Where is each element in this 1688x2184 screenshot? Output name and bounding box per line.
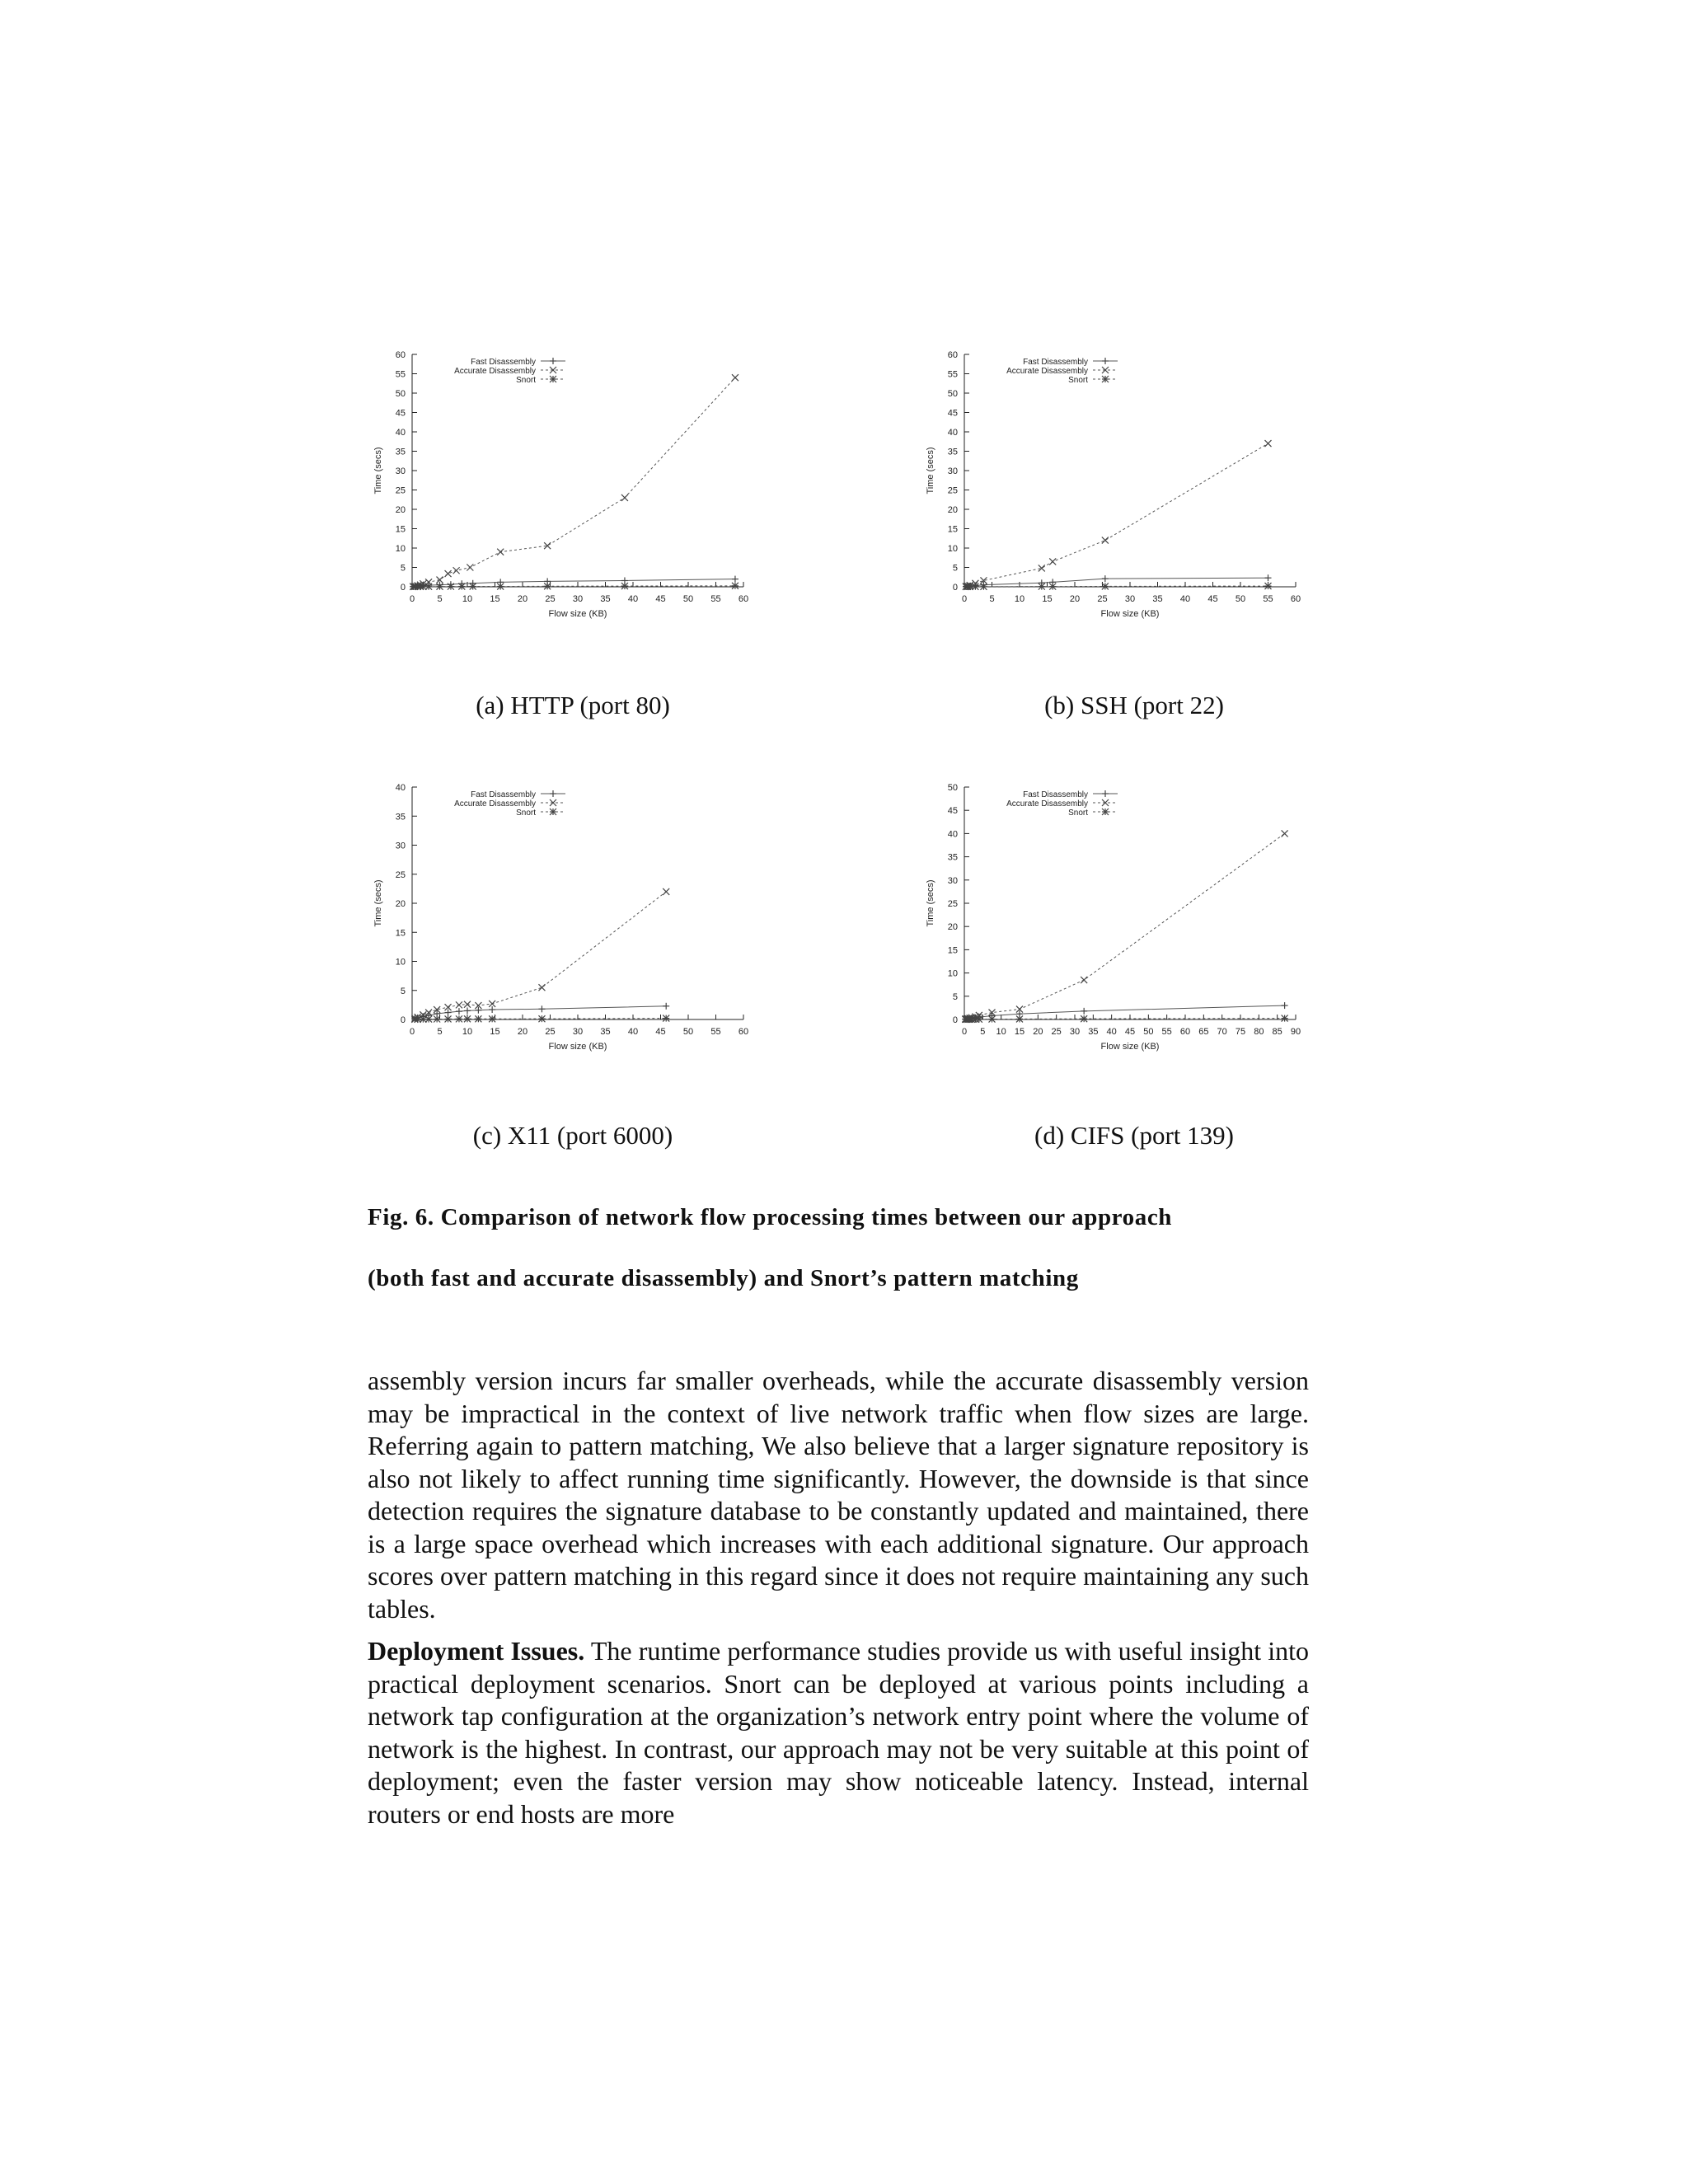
legend-label: Fast Disassembly bbox=[471, 358, 536, 367]
x-tick-label: 0 bbox=[409, 1027, 415, 1037]
subcaption-c: (c) X11 (port 6000) bbox=[472, 1121, 673, 1150]
x-tick-label: 45 bbox=[655, 1027, 666, 1037]
y-tick-label: 5 bbox=[952, 563, 958, 574]
x-tick-label: 25 bbox=[545, 1027, 556, 1037]
data-point bbox=[621, 583, 628, 589]
subcaption-b: (b) SSH (port 22) bbox=[1044, 691, 1224, 719]
data-point bbox=[732, 583, 738, 589]
legend-label: Snort bbox=[1068, 808, 1088, 818]
x-axis-label: Flow size (KB) bbox=[548, 609, 607, 619]
series-line-1 bbox=[415, 1006, 666, 1019]
y-axis-label: Time (secs) bbox=[373, 447, 383, 494]
data-point bbox=[497, 549, 504, 555]
data-point bbox=[425, 1016, 432, 1023]
x-tick-label: 35 bbox=[1088, 1027, 1099, 1037]
paragraph-text: The runtime performance studies provide us with useful insight into practical deployment scenarios. Snort can be deployed at various points including a network tap configuration at the organization’s network entry point where the volume of network is the highest. In contrast, our approach may not be very suitable at this point of deployment; even the faster version may show noticeable latency. Instead, internal routers or end hosts are more bbox=[368, 1636, 1310, 1829]
data-point bbox=[437, 583, 443, 590]
x-tick-label: 75 bbox=[1235, 1027, 1246, 1037]
x-tick-label: 25 bbox=[1051, 1027, 1062, 1037]
legend-label: Accurate Disassembly bbox=[1006, 799, 1088, 808]
x-tick-label: 15 bbox=[1042, 594, 1053, 604]
legend-label: Fast Disassembly bbox=[1023, 358, 1088, 367]
x-tick-label: 30 bbox=[1124, 594, 1136, 604]
legend-label: Fast Disassembly bbox=[1023, 790, 1088, 799]
data-point bbox=[1282, 1002, 1288, 1009]
x-tick-label: 15 bbox=[490, 594, 500, 604]
y-tick-label: 45 bbox=[395, 408, 406, 419]
x-tick-label: 55 bbox=[710, 1027, 721, 1037]
data-point bbox=[458, 583, 465, 590]
y-tick-label: 10 bbox=[395, 544, 406, 554]
data-point bbox=[1102, 583, 1109, 589]
x-tick-label: 50 bbox=[1235, 594, 1246, 604]
x-tick-label: 50 bbox=[1143, 1027, 1154, 1037]
x-tick-label: 25 bbox=[1097, 594, 1108, 604]
x-tick-label: 10 bbox=[462, 594, 473, 604]
x-tick-label: 35 bbox=[1152, 594, 1163, 604]
y-tick-label: 15 bbox=[947, 524, 958, 535]
x-tick-label: 20 bbox=[1069, 594, 1081, 604]
legend-marker bbox=[550, 358, 556, 364]
y-tick-label: 20 bbox=[395, 899, 406, 909]
data-point bbox=[1081, 1008, 1087, 1015]
figure-caption-line-1: Fig. 6. Comparison of network flow processing times between our approach bbox=[368, 1204, 1173, 1230]
y-tick-label: 25 bbox=[947, 485, 958, 496]
y-tick-label: 0 bbox=[952, 583, 958, 593]
y-tick-label: 0 bbox=[400, 583, 406, 593]
x-axis-label: Flow size (KB) bbox=[1100, 609, 1160, 619]
y-tick-label: 60 bbox=[947, 350, 958, 360]
y-tick-label: 0 bbox=[952, 1015, 958, 1025]
x-tick-label: 30 bbox=[572, 1027, 584, 1037]
x-tick-label: 40 bbox=[627, 594, 639, 604]
x-tick-label: 40 bbox=[1106, 1027, 1117, 1037]
series-line-2 bbox=[965, 833, 1284, 1019]
x-tick-label: 10 bbox=[462, 1027, 473, 1037]
subcaption-a: (a) HTTP (port 80) bbox=[476, 691, 670, 719]
y-tick-label: 55 bbox=[395, 369, 406, 380]
x-tick-label: 55 bbox=[1263, 594, 1273, 604]
y-tick-label: 30 bbox=[947, 466, 958, 476]
x-tick-label: 5 bbox=[980, 1027, 986, 1037]
data-point bbox=[732, 576, 738, 583]
paragraph-heading: Deployment Issues. bbox=[368, 1636, 585, 1666]
x-tick-label: 30 bbox=[1069, 1027, 1081, 1037]
y-tick-label: 5 bbox=[400, 563, 406, 574]
y-tick-label: 25 bbox=[947, 899, 958, 909]
x-tick-label: 5 bbox=[989, 594, 995, 604]
y-tick-label: 30 bbox=[395, 466, 406, 476]
x-tick-label: 0 bbox=[961, 1027, 968, 1037]
x-tick-label: 60 bbox=[738, 1027, 749, 1037]
data-point bbox=[456, 1015, 462, 1022]
subcaption-d: (d) CIFS (port 139) bbox=[1034, 1121, 1234, 1150]
y-tick-label: 0 bbox=[400, 1015, 406, 1025]
data-point bbox=[464, 1015, 471, 1022]
data-point bbox=[489, 1001, 495, 1007]
y-tick-label: 15 bbox=[395, 928, 406, 939]
x-axis-label: Flow size (KB) bbox=[1100, 1042, 1160, 1052]
y-axis-label: Time (secs) bbox=[373, 879, 383, 927]
y-tick-label: 55 bbox=[947, 369, 958, 380]
y-tick-label: 35 bbox=[947, 852, 958, 863]
data-point bbox=[544, 583, 551, 589]
y-tick-label: 30 bbox=[947, 875, 958, 886]
x-tick-label: 50 bbox=[682, 1027, 694, 1037]
data-point bbox=[976, 1016, 982, 1023]
legend-label: Accurate Disassembly bbox=[454, 799, 536, 808]
data-point bbox=[464, 1007, 471, 1014]
data-point bbox=[1102, 537, 1109, 544]
data-point bbox=[1049, 558, 1056, 565]
plot-c bbox=[363, 779, 767, 1059]
series-line-2 bbox=[415, 892, 666, 1019]
paragraph: assembly version incurs far smaller overheads, while the accurate disassembly version may be impractical in the context of live network traffic when flow sizes are large. Referring again to pattern matching, We also believe that a larger signature repository is also not likely to affect running time significantly. However, the downside is that since detection requires the signature database to be constantly updated and maintained, there is a large space overhead which increases with each additional signature. Our approach scores over pattern matching in this regard since it does not require maintaining any such tables. bbox=[368, 1366, 1309, 1624]
y-tick-label: 35 bbox=[395, 447, 406, 457]
x-tick-label: 20 bbox=[517, 1027, 528, 1037]
data-point bbox=[1081, 977, 1087, 983]
x-tick-label: 55 bbox=[1161, 1027, 1172, 1037]
y-tick-label: 25 bbox=[395, 485, 406, 496]
legend-marker bbox=[1102, 790, 1109, 797]
y-tick-label: 25 bbox=[395, 869, 406, 880]
series-line-1 bbox=[965, 1005, 1284, 1019]
legend-label: Snort bbox=[1068, 376, 1088, 385]
x-tick-label: 0 bbox=[961, 594, 968, 604]
data-point bbox=[453, 567, 460, 574]
y-tick-label: 20 bbox=[947, 922, 958, 933]
x-tick-label: 20 bbox=[1033, 1027, 1043, 1037]
x-tick-label: 65 bbox=[1198, 1027, 1209, 1037]
series-line-2 bbox=[413, 377, 735, 586]
x-tick-label: 55 bbox=[710, 594, 721, 604]
x-tick-label: 60 bbox=[1290, 594, 1301, 604]
y-tick-label: 10 bbox=[947, 544, 958, 554]
data-point bbox=[1265, 583, 1272, 589]
y-tick-label: 5 bbox=[400, 986, 406, 996]
y-tick-label: 20 bbox=[395, 505, 406, 515]
y-tick-label: 10 bbox=[947, 968, 958, 979]
x-tick-label: 5 bbox=[437, 594, 443, 604]
x-tick-label: 60 bbox=[738, 594, 749, 604]
y-tick-label: 40 bbox=[947, 829, 958, 840]
x-tick-label: 5 bbox=[437, 1027, 443, 1037]
data-point bbox=[1039, 565, 1045, 571]
plot-b bbox=[915, 346, 1319, 626]
data-point bbox=[425, 583, 432, 590]
data-point bbox=[1282, 1015, 1288, 1022]
x-tick-label: 0 bbox=[409, 594, 415, 604]
paragraph-deployment bbox=[368, 1635, 1309, 1830]
x-axis-label: Flow size (KB) bbox=[548, 1042, 607, 1052]
legend-label: Accurate Disassembly bbox=[454, 367, 536, 376]
legend-label: Accurate Disassembly bbox=[1006, 367, 1088, 376]
x-tick-label: 35 bbox=[600, 594, 611, 604]
data-point bbox=[980, 583, 987, 590]
y-tick-label: 15 bbox=[395, 524, 406, 535]
data-point bbox=[464, 1001, 471, 1008]
x-tick-label: 30 bbox=[572, 594, 584, 604]
y-tick-label: 35 bbox=[395, 812, 406, 823]
y-tick-label: 30 bbox=[395, 841, 406, 851]
data-point bbox=[467, 565, 473, 571]
data-point bbox=[1282, 830, 1288, 837]
data-point bbox=[621, 494, 628, 501]
legend-marker bbox=[550, 808, 556, 815]
x-tick-label: 85 bbox=[1272, 1027, 1282, 1037]
data-point bbox=[1039, 583, 1045, 590]
legend-label: Snort bbox=[516, 376, 536, 385]
data-point bbox=[489, 1015, 495, 1022]
y-tick-label: 45 bbox=[947, 806, 958, 817]
data-point bbox=[456, 1001, 462, 1008]
body-text bbox=[368, 1365, 1309, 1830]
legend-marker bbox=[1102, 358, 1109, 364]
y-tick-label: 45 bbox=[947, 408, 958, 419]
x-tick-label: 45 bbox=[655, 594, 666, 604]
y-tick-label: 40 bbox=[947, 428, 958, 438]
series-line-2 bbox=[966, 443, 1268, 586]
plot-d bbox=[915, 779, 1319, 1059]
x-tick-label: 15 bbox=[1014, 1027, 1025, 1037]
data-point bbox=[663, 1015, 669, 1022]
y-axis-label: Time (secs) bbox=[926, 879, 935, 927]
data-point bbox=[972, 583, 978, 590]
data-point bbox=[663, 1003, 669, 1010]
data-point bbox=[1081, 1015, 1087, 1022]
y-tick-label: 60 bbox=[395, 350, 406, 360]
x-tick-label: 80 bbox=[1254, 1027, 1264, 1037]
data-point bbox=[470, 583, 476, 590]
x-tick-label: 45 bbox=[1124, 1027, 1136, 1037]
data-point bbox=[434, 1016, 440, 1023]
y-tick-label: 50 bbox=[947, 389, 958, 399]
x-tick-label: 10 bbox=[996, 1027, 1006, 1037]
y-tick-label: 40 bbox=[395, 783, 406, 793]
data-point bbox=[663, 888, 669, 895]
data-point bbox=[456, 1008, 462, 1015]
x-tick-label: 15 bbox=[490, 1027, 500, 1037]
y-tick-label: 10 bbox=[395, 957, 406, 968]
data-point bbox=[497, 583, 504, 590]
data-point bbox=[538, 1005, 545, 1012]
series-line-1 bbox=[966, 578, 1268, 586]
data-point bbox=[538, 1015, 545, 1022]
y-tick-label: 50 bbox=[395, 389, 406, 399]
figure-caption-line-2: (both fast and accurate disassembly) and Snort’s pattern matching bbox=[368, 1265, 1079, 1291]
data-point bbox=[1049, 583, 1056, 590]
data-point bbox=[475, 1015, 481, 1022]
legend-label: Snort bbox=[516, 808, 536, 818]
legend-marker bbox=[1102, 376, 1109, 382]
plot-a bbox=[363, 346, 767, 626]
data-point bbox=[489, 1006, 495, 1013]
x-tick-label: 25 bbox=[545, 594, 556, 604]
data-point bbox=[538, 984, 545, 991]
data-point bbox=[445, 570, 452, 577]
data-point bbox=[448, 583, 454, 590]
y-tick-label: 40 bbox=[395, 428, 406, 438]
legend-marker bbox=[550, 790, 556, 797]
legend-label: Fast Disassembly bbox=[471, 790, 536, 799]
data-point bbox=[1265, 574, 1272, 581]
data-point bbox=[1265, 440, 1272, 447]
y-tick-label: 5 bbox=[952, 991, 958, 1002]
x-tick-label: 45 bbox=[1207, 594, 1218, 604]
x-tick-label: 50 bbox=[682, 594, 694, 604]
y-axis-label: Time (secs) bbox=[926, 447, 935, 494]
x-tick-label: 40 bbox=[627, 1027, 639, 1037]
x-tick-label: 90 bbox=[1290, 1027, 1301, 1037]
data-point bbox=[445, 1015, 452, 1022]
x-tick-label: 60 bbox=[1179, 1027, 1191, 1037]
y-tick-label: 20 bbox=[947, 505, 958, 515]
y-tick-label: 15 bbox=[947, 945, 958, 956]
data-point bbox=[1102, 575, 1109, 582]
x-tick-label: 70 bbox=[1217, 1027, 1227, 1037]
data-point bbox=[732, 374, 738, 381]
x-tick-label: 10 bbox=[1014, 594, 1025, 604]
legend-marker bbox=[550, 376, 556, 382]
x-tick-label: 35 bbox=[600, 1027, 611, 1037]
x-tick-label: 20 bbox=[517, 594, 528, 604]
data-point bbox=[1016, 1015, 1023, 1022]
y-tick-label: 35 bbox=[947, 447, 958, 457]
x-tick-label: 40 bbox=[1179, 594, 1191, 604]
data-point bbox=[989, 1016, 996, 1023]
legend-marker bbox=[1102, 808, 1109, 815]
y-tick-label: 50 bbox=[947, 783, 958, 793]
